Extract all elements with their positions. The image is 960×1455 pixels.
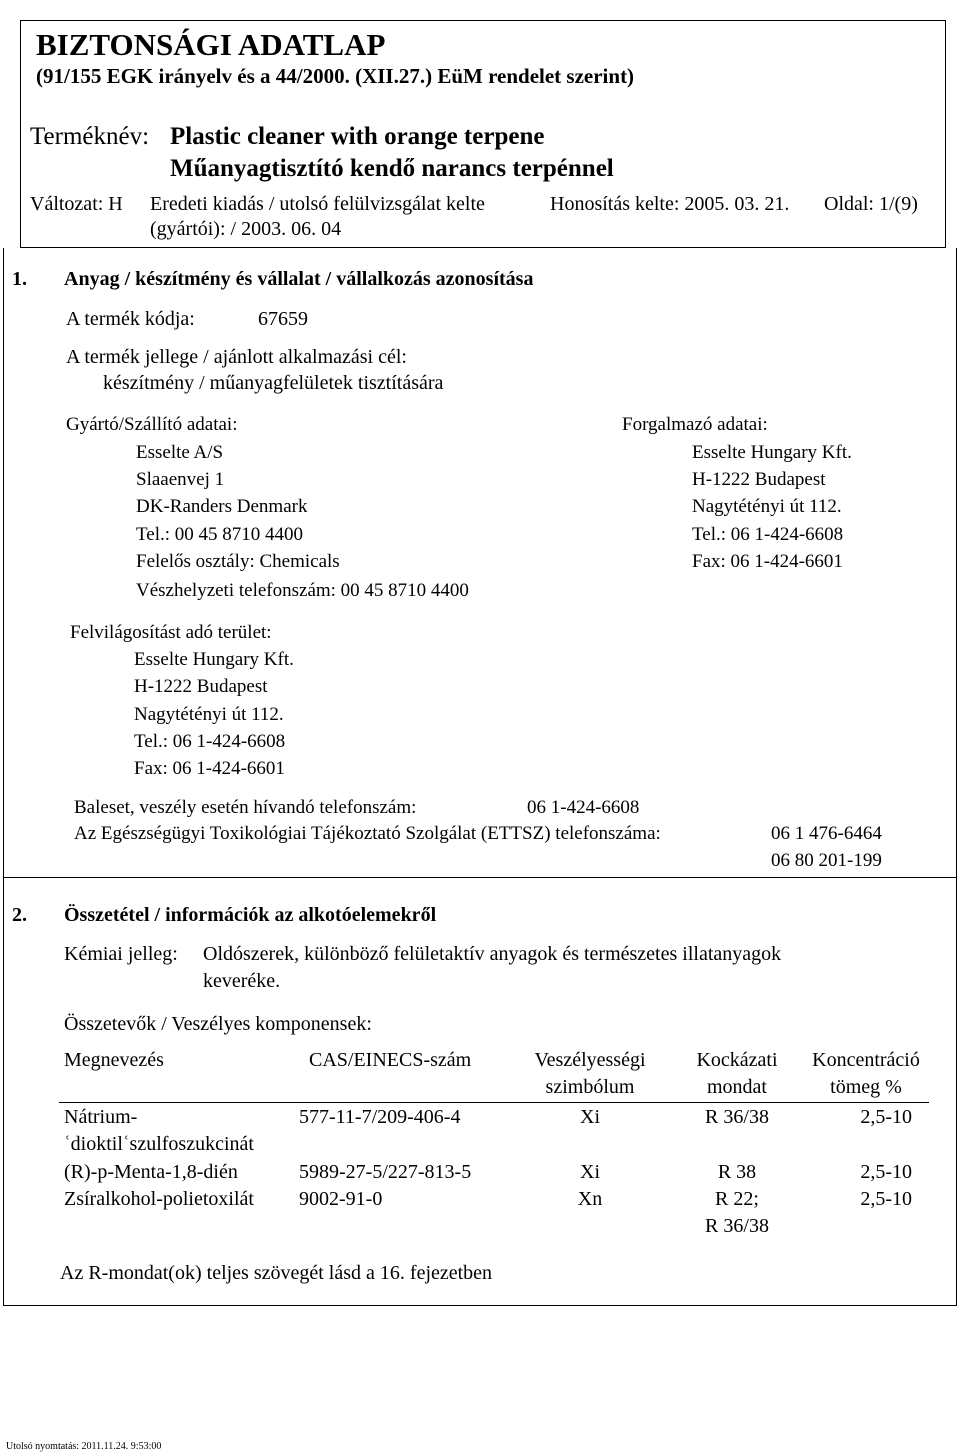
table-row-cas: 577-11-7/209-406-4 — [299, 1106, 461, 1128]
ettsz-label: Az Egészségügyi Toxikológiai Tájékoztató Szolgálat (ETTSZ) telefonszáma: — [74, 823, 661, 844]
adoption-date: Honosítás kelte: 2005. 03. 21. — [550, 193, 790, 215]
manufacturer-tel: Tel.: 00 45 8710 4400 — [136, 524, 304, 545]
original-issue-date: (gyártói): / 2003. 06. 04 — [150, 218, 342, 240]
table-row-name: Zsíralkohol-polietoxilát — [64, 1188, 254, 1210]
column-header-symbol: Veszélyességi — [534, 1049, 646, 1071]
table-row-name: Nátrium- — [64, 1106, 138, 1128]
table-row-risk-2: R 36/38 — [705, 1215, 769, 1237]
table-row-concentration: 2,5-10 — [860, 1106, 912, 1128]
distributor-name: Esselte Hungary Kft. — [692, 442, 852, 463]
table-row-symbol: Xi — [580, 1161, 600, 1183]
page-number: Oldal: 1/(9) — [824, 193, 918, 215]
accident-label: Baleset, veszély esetén hívandó telefonszám: — [74, 797, 417, 818]
info-fax: Fax: 06 1-424-6601 — [134, 758, 285, 779]
column-header-symbol-2: szimbólum — [545, 1076, 635, 1098]
section2-heading: Összetétel / információk az alkotóelemekről — [64, 904, 437, 926]
nature-label: A termék jellege / ajánlott alkalmazási cél: — [66, 346, 407, 368]
table-row-cas: 5989-27-5/227-813-5 — [299, 1161, 472, 1183]
distributor-tel: Tel.: 06 1-424-6608 — [692, 524, 844, 545]
section2-number: 2. — [12, 904, 27, 926]
manufacturer-dept: Felelős osztály: Chemicals — [136, 551, 340, 572]
section1-heading: Anyag / készítmény és vállalat / vállalkozás azonosítása — [64, 268, 534, 290]
r-phrase-note: Az R-mondat(ok) teljes szövegét lásd a 16. fejezetben — [60, 1262, 493, 1284]
manufacturer-emergency: Vészhelyzeti telefonszám: 00 45 8710 4400 — [136, 580, 469, 601]
table-row-risk: R 36/38 — [705, 1106, 769, 1128]
table-row-symbol: Xn — [577, 1188, 603, 1210]
last-printed: Utolsó nyomtatás: 2011.11.24. 9:53:00 — [6, 1441, 162, 1452]
table-header-rule — [59, 1102, 929, 1103]
ettsz-phone-1: 06 1 476-6464 — [771, 823, 882, 844]
column-header-concentration-2: tömeg % — [830, 1076, 902, 1098]
info-city: H-1222 Budapest — [134, 676, 268, 697]
column-header-cas: CAS/EINECS-szám — [309, 1049, 472, 1071]
column-header-name: Megnevezés — [64, 1049, 164, 1071]
distributor-fax: Fax: 06 1-424-6601 — [692, 551, 843, 572]
product-label: Terméknév: — [30, 123, 150, 150]
manufacturer-name: Esselte A/S — [136, 442, 224, 463]
table-row-name: (R)-p-Menta-1,8-dién — [64, 1161, 238, 1183]
document-title: BIZTONSÁGI ADATLAP — [36, 27, 386, 62]
column-header-risk: Kockázati — [696, 1049, 778, 1071]
product-code-label: A termék kódja: — [66, 308, 195, 330]
product-name-en: Plastic cleaner with orange terpene — [170, 123, 545, 150]
chemical-nature-value: Oldószerek, különböző felületaktív anyagok és természetes illatanyagok — [203, 943, 782, 965]
column-header-concentration: Koncentráció — [812, 1049, 920, 1071]
distributor-street: Nagytétényi út 112. — [692, 496, 842, 517]
manufacturer-label: Gyártó/Szállító adatai: — [66, 414, 238, 435]
info-label: Felvilágosítást adó terület: — [70, 622, 272, 643]
ettsz-phone-2: 06 80 201-199 — [771, 850, 882, 871]
chemical-nature-value-2: keveréke. — [203, 970, 281, 992]
info-tel: Tel.: 06 1-424-6608 — [134, 731, 286, 752]
distributor-label: Forgalmazó adatai: — [622, 414, 768, 435]
column-header-risk-2: mondat — [707, 1076, 767, 1098]
table-row-concentration: 2,5-10 — [860, 1188, 912, 1210]
original-issue: Eredeti kiadás / utolsó felülvizsgálat kelte — [150, 193, 485, 215]
table-row-risk: R 22; — [715, 1188, 759, 1210]
chemical-nature-label: Kémiai jelleg: — [64, 943, 178, 965]
section1-number: 1. — [12, 268, 27, 290]
info-name: Esselte Hungary Kft. — [134, 649, 294, 670]
table-row-risk: R 38 — [717, 1161, 757, 1183]
document-subtitle: (91/155 EGK irányelv és a 44/2000. (XII.27.) EüM rendelet szerint) — [36, 64, 635, 88]
product-code: 67659 — [258, 308, 308, 330]
table-row-symbol: Xi — [580, 1106, 600, 1128]
product-name-hu: Műanyagtisztító kendő narancs terpénnel — [170, 155, 614, 182]
components-label: Összetevők / Veszélyes komponensek: — [64, 1013, 372, 1035]
version: Változat: H — [30, 193, 123, 215]
manufacturer-city: DK-Randers Denmark — [136, 496, 308, 517]
nature-value: készítmény / műanyagfelületek tisztítására — [103, 372, 444, 394]
info-street: Nagytétényi út 112. — [134, 704, 284, 725]
accident-phone: 06 1-424-6608 — [527, 797, 640, 818]
table-row-concentration: 2,5-10 — [860, 1161, 912, 1183]
table-row-cas: 9002-91-0 — [299, 1188, 383, 1210]
table-row-name-2: ʿdioktilʿszulfoszukcinát — [64, 1133, 254, 1155]
distributor-city: H-1222 Budapest — [692, 469, 826, 490]
manufacturer-street: Slaaenvej 1 — [136, 469, 225, 490]
